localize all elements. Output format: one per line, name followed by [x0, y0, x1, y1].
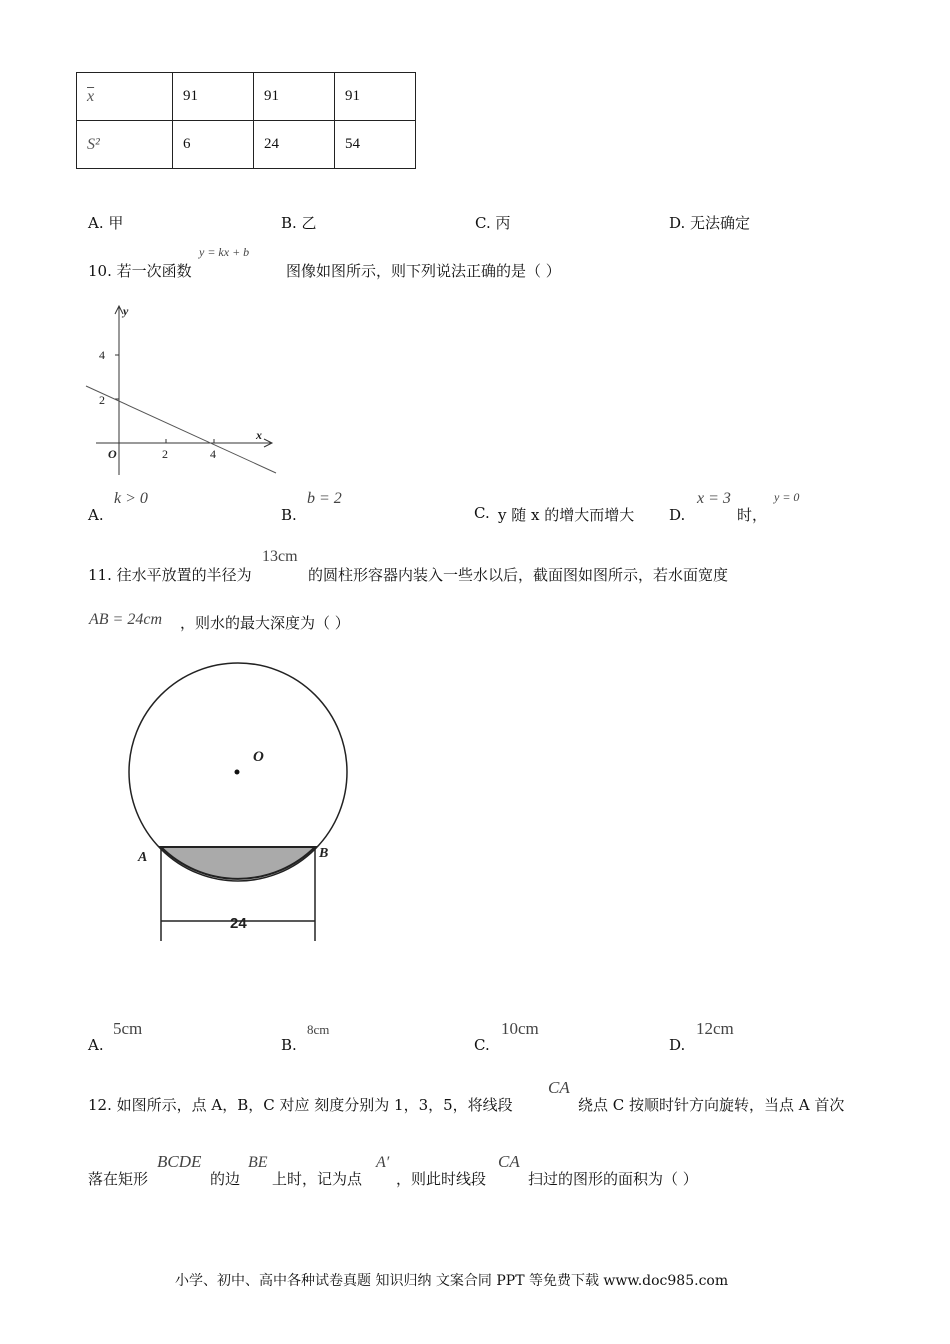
- q10-option-a-math: k > 0: [114, 490, 148, 507]
- x-tick-label: 2: [162, 447, 168, 461]
- point-a-label: A: [138, 850, 148, 865]
- table-cell: 54: [335, 121, 416, 169]
- q11-stem-line2: ，则水的最大深度为（ ）: [180, 614, 350, 632]
- row-label-variance: [77, 121, 173, 169]
- x-tick-label: 4: [210, 447, 216, 461]
- variance-symbol: S²: [87, 135, 100, 153]
- q10-option-a-letter: A.: [88, 506, 104, 524]
- table-cell: 24: [254, 121, 335, 169]
- q10-option-b-math: b = 2: [307, 490, 342, 507]
- q12-line2-math1: BCDE: [157, 1152, 202, 1171]
- q9-option-b: B. 乙: [281, 214, 317, 232]
- water-segment: [161, 847, 315, 879]
- row-label-mean: [77, 73, 173, 121]
- q12-stem-line1-b: 绕点 C 按顺时针方向旋转，当点 A 首次: [578, 1096, 845, 1114]
- q10-option-b-letter: B.: [281, 506, 297, 524]
- q10-option-c-text: y 随 x 的增大而增大: [498, 506, 635, 524]
- q9-option-d: D. 无法确定: [669, 214, 751, 232]
- y-axis-label: y: [123, 304, 129, 318]
- y-tick-label: 2: [99, 393, 105, 407]
- q10-option-d-math2: y = 0: [774, 490, 800, 504]
- q11-option-c-letter: C.: [474, 1036, 490, 1054]
- stats-table: [76, 72, 416, 169]
- q12-stem-line2-b: 的边: [210, 1170, 241, 1188]
- q11-stem-suffix: 的圆柱形容器内装入一些水以后，截面图如图所示，若水面宽度: [308, 566, 729, 584]
- q11-option-b-letter: B.: [281, 1036, 297, 1054]
- q11-option-c-value: 10cm: [501, 1019, 539, 1038]
- table-cell: 6: [173, 121, 254, 169]
- q11-option-a-letter: A.: [88, 1036, 104, 1054]
- q11-ab-width: AB = 24cm: [89, 611, 162, 628]
- q12-stem-line1-a: 12. 如图所示，点 A，B，C 对应 刻度分别为 1，3，5，将线段: [88, 1096, 513, 1114]
- q11-radius: 13cm: [262, 548, 298, 565]
- q12-stem-line2-a: 落在矩形: [88, 1170, 149, 1188]
- table-row: [77, 73, 416, 121]
- center-point: [235, 770, 240, 775]
- center-label: O: [253, 749, 264, 765]
- q10-formula: y = kx + b: [199, 245, 250, 259]
- origin-label: O: [108, 447, 117, 461]
- table-row: [77, 121, 416, 169]
- q11-stem-prefix: 11. 往水平放置的半径为: [88, 566, 252, 584]
- page-footer: 小学、初中、高中各种试卷真题 知识归纳 文案合同 PPT 等免费下载 www.doc985.com: [175, 1273, 729, 1289]
- table-cell: 91: [335, 73, 416, 121]
- q10-option-d-letter: D.: [669, 506, 686, 524]
- mean-symbol: $\overline{x}$: [87, 87, 95, 105]
- table-cell: 91: [173, 73, 254, 121]
- point-b-label: B: [319, 846, 329, 861]
- q11-option-d-value: 12cm: [696, 1019, 734, 1038]
- q11-circle-figure: [120, 655, 360, 950]
- x-axis-label: x: [256, 428, 262, 442]
- q12-stem-line2-d: ，则此时线段: [396, 1170, 487, 1188]
- y-tick-label: 4: [99, 348, 105, 362]
- q10-option-d-text: 时，: [737, 506, 768, 524]
- q9-option-c: C. 丙: [475, 214, 511, 232]
- q12-line2-math4: CA: [498, 1152, 520, 1171]
- width-label: 24: [230, 915, 247, 932]
- q11-option-a-value: 5cm: [113, 1019, 143, 1038]
- q11-option-b-value: 8cm: [307, 1022, 330, 1037]
- q12-stem-line2-c: 上时，记为点: [272, 1170, 363, 1188]
- q10-option-d-math1: x = 3: [697, 490, 731, 507]
- q10-stem-suffix: 图像如图所示，则下列说法正确的是（ ）: [286, 262, 561, 280]
- q11-option-d-letter: D.: [669, 1036, 686, 1054]
- q9-option-a: A. 甲: [88, 214, 124, 232]
- q12-line2-math3: A′: [376, 1154, 390, 1171]
- q12-stem-line2-e: 扫过的图形的面积为（ ）: [528, 1170, 698, 1188]
- q10-option-c-letter: C.: [474, 504, 490, 522]
- q10-stem-prefix: 10. 若一次函数: [88, 262, 192, 280]
- q10-graph: [84, 300, 280, 480]
- q12-line1-math: CA: [548, 1078, 570, 1097]
- table-cell: 91: [254, 73, 335, 121]
- q12-line2-math2: BE: [248, 1154, 268, 1171]
